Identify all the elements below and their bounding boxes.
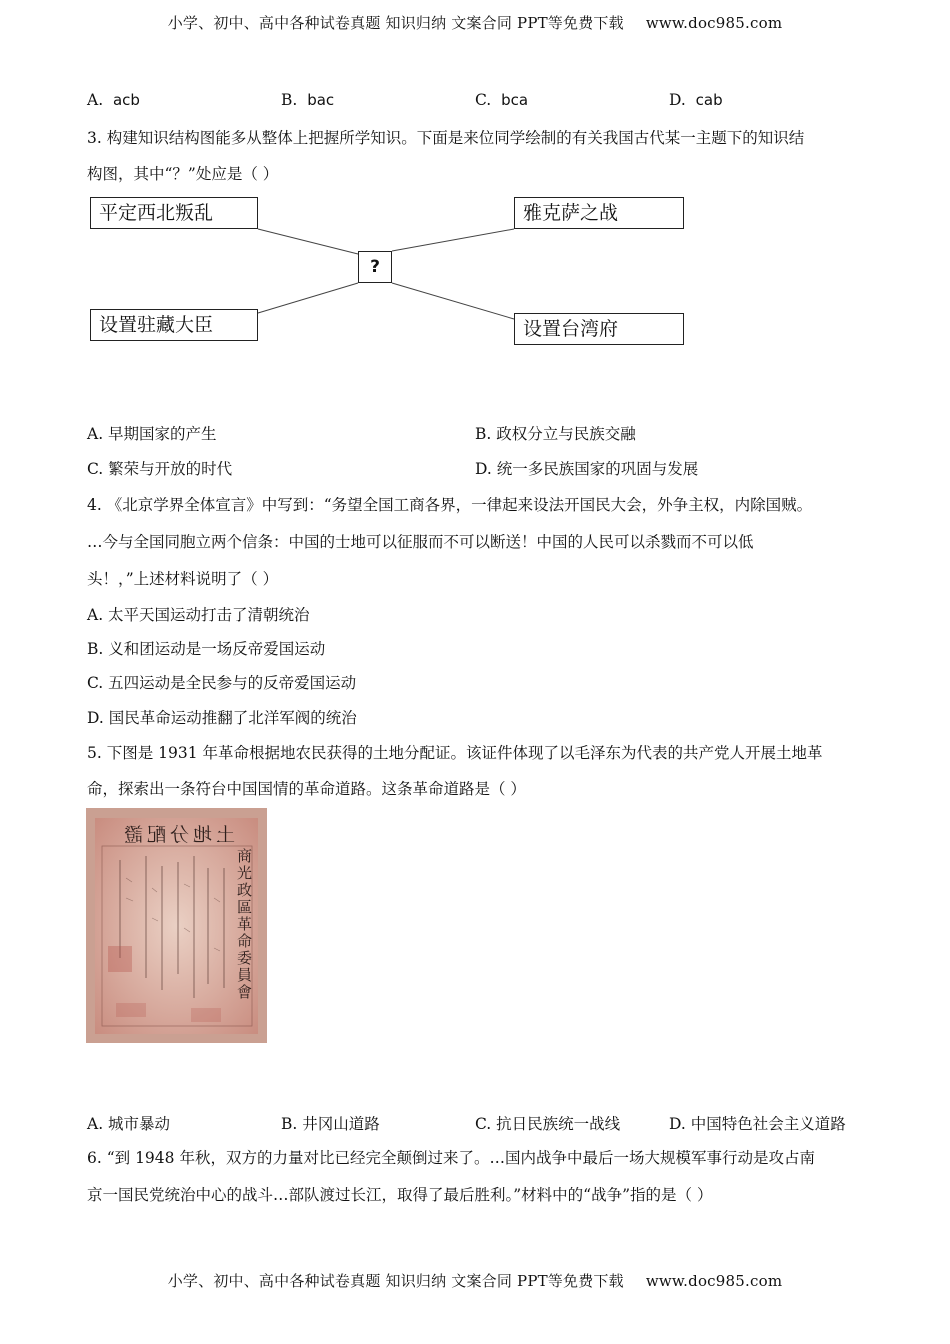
node-bottom-left: 设置驻藏大臣 [90,309,258,341]
q6-stem-line2: 京一国民党统治中心的战斗…部队渡过长江，取得了最后胜利。”材料中的“战争”指的是（ ） [87,1186,713,1204]
q2-option-a: A. acb [87,91,140,109]
header-site[interactable]: www.doc985.com [645,14,783,32]
q3-option-b: B. 政权分立与民族交融 [475,425,636,443]
certificate-title: 土地分配證 [120,824,236,846]
q3-option-d: D. 统一多民族国家的巩固与发展 [475,460,699,478]
q3-option-a: A. 早期国家的产生 [87,425,217,443]
q5-stem-line2: 命，探索出一条符台中国国情的革命道路。这条革命道路是（ ） [87,780,526,798]
q3-stem-line2: 构图，其中“？”处应是（ ） [87,165,279,183]
q5-option-a: A. 城市暴动 [87,1115,171,1133]
footer-text: 小学、初中、高中各种试卷真题 知识归纳 文案合同 PPT等免费下载 [167,1272,624,1290]
node-top-left: 平定西北叛乱 [90,197,258,229]
node-center-question: ? [358,251,392,283]
q4-stem-line3: 头！，”上述材料说明了（ ） [87,570,279,588]
q4-stem-line2: …今与全国同胞立两个信条：中国的士地可以征服而不可以断送！中国的人民可以杀戮而不可以低 [87,533,754,551]
q6-stem-line1: 6. “到 1948 年秋，双方的力量对比已经完全颠倒过来了。…国内战争中最后一场大规模军事行动是攻占南 [87,1149,815,1167]
page-footer [0,1270,950,1291]
q4-option-a: A. 太平天国运动打击了清朝统治 [87,606,310,624]
q5-option-b: B. 井冈山道路 [281,1115,380,1133]
q2-option-d: D. cab [669,91,723,109]
q5-option-d: D. 中国特色社会主义道路 [669,1115,846,1133]
q4-stem-line1: 4. 《北京学界全体宣言》中写到：“务望全国工商各界，一律起来设法开国民大会，外争主权，内除国贼。 [87,496,813,514]
q4-option-d: D. 国民革命运动推翻了北洋军阀的统治 [87,709,357,727]
q3-option-c: C. 繁荣与开放的时代 [87,460,233,478]
q2-option-b: B. bac [281,91,335,109]
q2-option-c: C. bca [475,91,529,109]
q5-option-c: C. 抗日民族统一战线 [475,1115,621,1133]
header-text: 小学、初中、高中各种试卷真题 知识归纳 文案合同 PPT等免费下载 [167,14,624,32]
knowledge-diagram [88,193,688,349]
certificate-org: 商光政區革命委員會 [237,847,253,1001]
q3-stem-line1: 3. 构建知识结构图能多从整体上把握所学知识。下面是来位同学绘制的有关我国古代某一主题下的知识结 [87,129,805,147]
node-top-right: 雅克萨之战 [514,197,684,229]
node-bottom-right: 设置台湾府 [514,313,684,345]
land-certificate-photo [86,808,267,1043]
page-header [0,12,950,33]
footer-site[interactable]: www.doc985.com [645,1272,783,1290]
q5-stem-line1: 5. 下图是 1931 年革命根据地农民获得的土地分配证。该证件体现了以毛泽东为代表的共产党人开展土地革 [87,744,823,762]
q4-option-c: C. 五四运动是全民参与的反帝爱国运动 [87,674,357,692]
q4-option-b: B. 义和团运动是一场反帝爱国运动 [87,640,326,658]
